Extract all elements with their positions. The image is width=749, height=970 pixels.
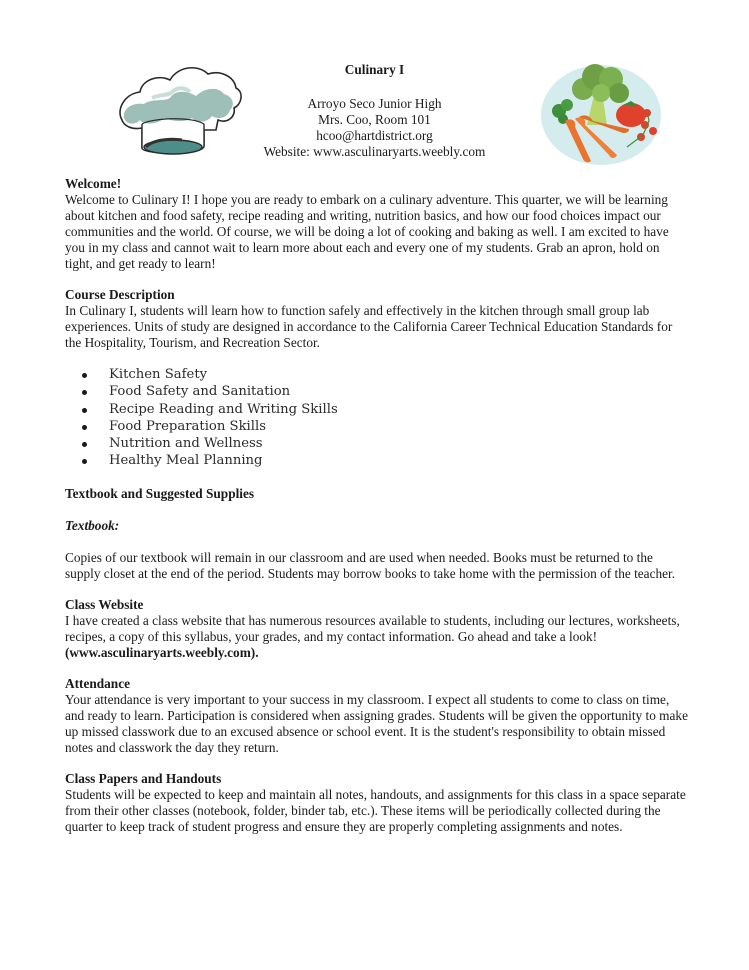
bullet-icon (82, 408, 87, 413)
section-heading: Attendance (65, 675, 130, 691)
section-subheading: Textbook: (65, 517, 120, 533)
section-class-website (65, 597, 690, 661)
section-heading: Welcome! (65, 176, 122, 191)
teacher-email[interactable]: hcoo@hartdistrict.org (316, 128, 433, 143)
bullet-icon (82, 442, 87, 447)
bullet-icon (82, 425, 87, 430)
bullet-icon (82, 459, 87, 464)
section-attendance (65, 676, 690, 756)
section-heading: Textbook and Suggested Supplies (65, 485, 255, 501)
document-body (65, 176, 690, 850)
website-link[interactable]: Website: www.asculinaryarts.weebly.com (263, 144, 486, 159)
website-link[interactable]: (www.asculinaryarts.weebly.com). (65, 644, 259, 660)
section-textbook (65, 486, 690, 582)
section-body: In Culinary I, students will learn how to function safely and effectively in the kitchen through small group lab experiences. Units of study are designed in accordance to the California Career Technical Education Standards for the Hospitality, Tourism, and Recreation Sector. (65, 303, 673, 350)
list-item: Food Preparation Skills (65, 418, 690, 435)
school-name: Arroyo Seco Junior High (307, 96, 442, 111)
list-item: Recipe Reading and Writing Skills (65, 401, 690, 418)
section-heading: Class Papers and Handouts (65, 770, 222, 786)
vegetable-plate-icon (537, 55, 665, 167)
section-class-papers (65, 771, 690, 835)
list-item: Nutrition and Wellness (65, 435, 690, 452)
units-list (65, 366, 690, 470)
section-body: Students will be expected to keep and maintain all notes, handouts, and assignments for this class in a space separate from their other classes (notebook, folder, binder tab, etc.). These items will be periodically collected during the quarter to keep track of student progress and ensure they are properly completing assignments and notes. (65, 786, 686, 834)
section-body: Welcome to Culinary I! I hope you are ready to embark on a culinary adventure. This quarter, we will be learning about kitchen and food safety, recipe reading and writing, nutrition basics, and how our food choices impact our communities and the world. Of course, we will be doing a lot of cooking and baking as well. I am excited to have you in my class and cannot wait to learn more about each and every one of my students. Grab an apron, hold on tight, and get ready to learn! (65, 192, 669, 271)
section-welcome (65, 176, 690, 272)
list-item: Kitchen Safety (65, 366, 690, 383)
list-item: Food Safety and Sanitation (65, 383, 690, 400)
section-body: Copies of our textbook will remain in our classroom and are used when needed. Books must be returned to the supply closet at the end of the period. Students may borrow books to take home with the permission of the teacher. (65, 549, 676, 581)
section-heading: Class Website (65, 596, 144, 612)
section-body: Your attendance is very important to your success in my classroom. I expect all students to come to class on time, and ready to learn. Participation is considered when assigning grades. Students will be given the opportunity to make up missed classwork due to an excused absence or school event. It is the student's responsibility to obtain missed notes and classwork the day they return. (65, 691, 688, 755)
bullet-icon (82, 390, 87, 395)
teacher-room: Mrs. Coo, Room 101 (318, 112, 431, 127)
section-course-description (65, 287, 690, 470)
list-item: Healthy Meal Planning (65, 452, 690, 469)
section-body: I have created a class website that has numerous resources available to students, including our lectures, worksheets, recipes, a copy of this syllabus, your grades, and my contact information. Go ahead and take a look! (65, 612, 680, 644)
course-title: Culinary I (344, 62, 405, 77)
section-heading: Course Description (65, 287, 175, 302)
bullet-icon (82, 373, 87, 378)
